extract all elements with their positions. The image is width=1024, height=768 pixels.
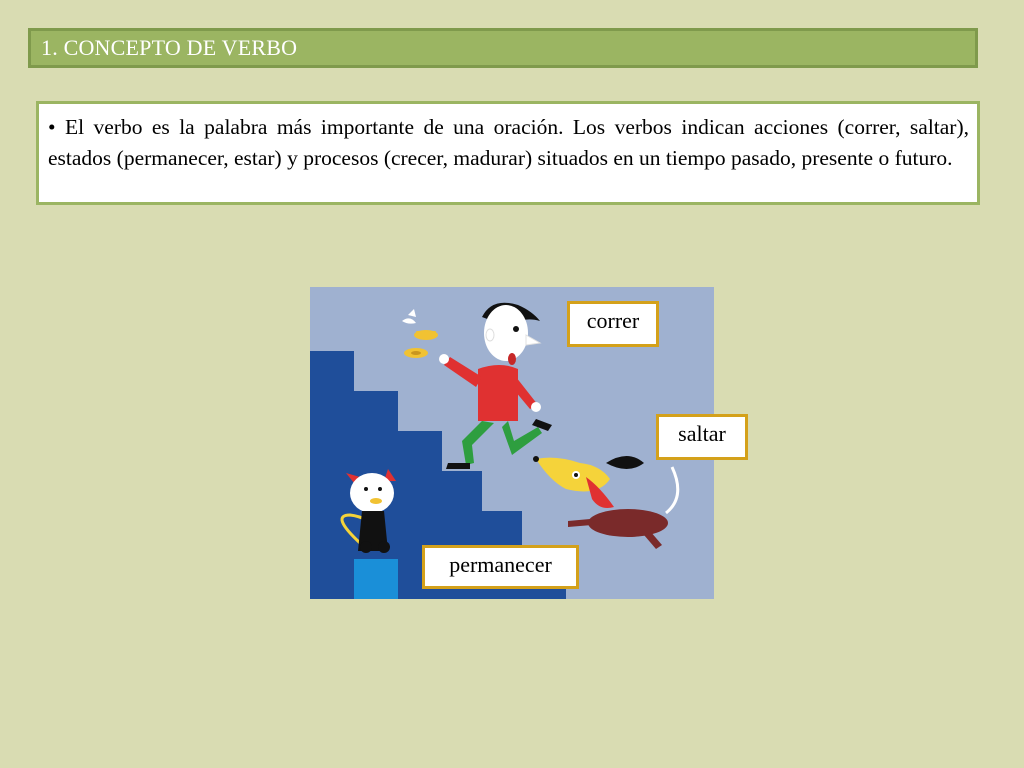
pedestal	[354, 559, 398, 599]
label-correr: correr	[567, 301, 659, 347]
label-permanecer: permanecer	[422, 545, 579, 589]
definition-text: • El verbo es la palabra más importante de una oración. Los verbos indican acciones (correr, saltar), estados (permanecer, estar) y procesos (crecer, madurar) situados en un tiempo pasado, presente o futuro.	[36, 101, 980, 205]
slide-title: 1. CONCEPTO DE VERBO	[28, 28, 978, 68]
label-saltar: saltar	[656, 414, 748, 460]
